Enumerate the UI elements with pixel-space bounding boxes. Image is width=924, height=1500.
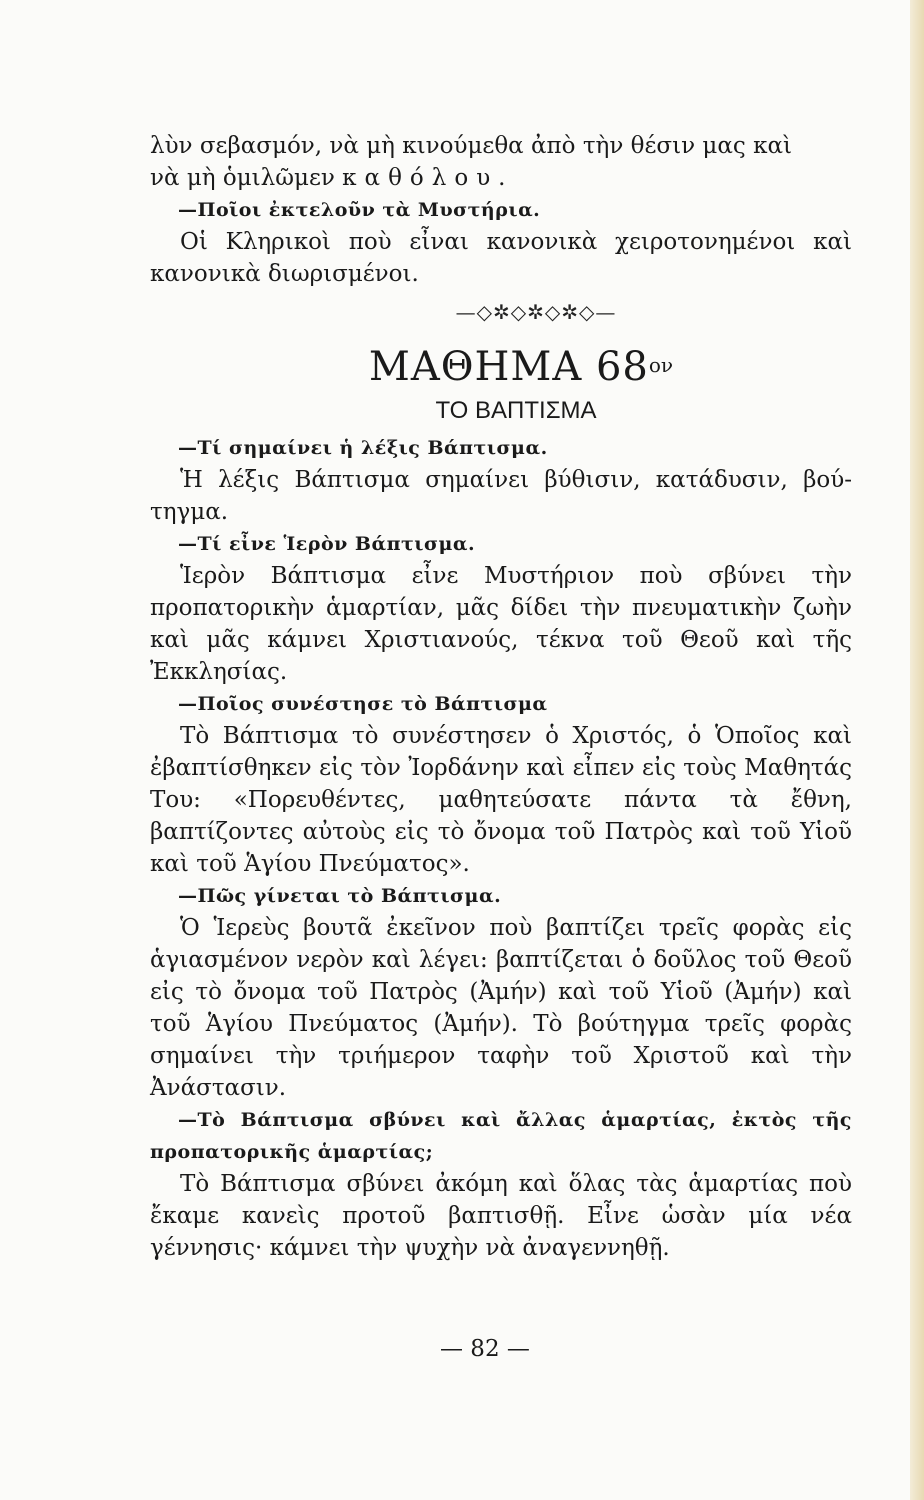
lesson-title [190, 340, 852, 392]
lesson-subtitle: ΤΟ ΒΑΠΤΙΣΜΑ [435, 397, 597, 424]
intro-line-2-prefix: νὰ μὴ ὁμιλῶμεν [150, 165, 343, 191]
question-1: —Τί σημαίνει ἡ λέξις Βάπτισμα. [178, 437, 548, 459]
question-4: —Πῶς γίνεται τὸ Βάπτισμα. [178, 885, 502, 907]
page-number: — 82 — [440, 1336, 530, 1362]
answer-1: Ἡ λέξις Βάπτισμα σημαίνει βύθισιν, κατάδυσιν, βού-τηγμα. [150, 467, 852, 525]
page-edge [910, 0, 924, 1500]
intro-line-1: λὺν σεβασμόν, νὰ μὴ κινούμεθα ἀπὸ τὴν θέσιν μας καὶ [150, 133, 792, 159]
question-2: —Τί εἶνε Ἱερὸν Βάπτισμα. [178, 533, 476, 555]
intro-line-2-spaced: καθόλου. [342, 165, 514, 191]
document-page [150, 130, 852, 1264]
question-3: —Ποῖος συνέστησε τὸ Βάπτισμα [178, 693, 548, 715]
lesson-title-text: ΜΑΘΗΜΑ 68 [368, 344, 649, 390]
question-performers: —Ποῖοι ἐκτελοῦν τὰ Μυστήρια. [178, 199, 541, 221]
lesson-title-sup: ον [648, 353, 674, 377]
answer-2: Ἱερὸν Βάπτισμα εἶνε Μυστήριον ποὺ σβύνει τὴν προπατορικὴν ἁμαρτίαν, μᾶς δίδει τὴν πνευματικὴν ζωὴν καὶ μᾶς κάμνει Χριστιανούς, τέκνα τοῦ Θεοῦ καὶ τῆς Ἐκκλησίας. [150, 563, 852, 685]
answer-5: Τὸ Βάπτισμα σβύνει ἀκόμη καὶ ὅλας τὰς ἁμαρτίας ποὺ ἔκαμε κανεὶς προτοῦ βαπτισθῇ. Εἶνε ὡσὰν μία νέα γέννησις· κάμνει τὴν ψυχὴν νὰ ἀναγεννηθῇ. [150, 1171, 852, 1261]
answer-4: Ὁ Ἱερεὺς βουτᾶ ἐκεῖνον ποὺ βαπτίζει τρεῖς φορὰς εἰς ἁγιασμένον νερὸν καὶ λέγει: βαπτίζεται ὁ δοῦλος τοῦ Θεοῦ εἰς τὸ ὄνομα τοῦ Πατρὸς (Ἀμήν) καὶ τοῦ Υἱοῦ (Ἀμήν) καὶ τοῦ Ἁγίου Πνεύματος (Ἀμήν). Τὸ βούτηγμα τρεῖς φορὰς σημαίνει τὴν τριήμερον ταφὴν τοῦ Χριστοῦ καὶ τὴν Ἀνάστασιν. [150, 915, 852, 1101]
question-5: —Τὸ Βάπτισμα σβύνει καὶ ἄλλας ἁμαρτίας, ἐκτὸς τῆς προπατορικῆς ἁμαρτίας; [150, 1109, 852, 1163]
answer-3: Τὸ Βάπτισμα τὸ συνέστησεν ὁ Χριστός, ὁ Ὁποῖος καὶ ἐβαπτίσθηκεν εἰς τὸν Ἰορδάνην καὶ εἶπεν εἰς τοὺς Μαθητάς Του: «Πορευθέντες, μαθητεύσατε πάντα τὰ ἔθνη, βαπτίζοντες αὐτοὺς εἰς τὸ ὄνομα τοῦ Πατρὸς καὶ τοῦ Υἱοῦ καὶ τοῦ Ἁγίου Πνεύματος». [150, 723, 852, 877]
answer-performers: Οἱ Κληρικοὶ ποὺ εἶναι κανονικὰ χειροτονημένοι καὶ κανονικὰ διωρισμένοι. [150, 229, 852, 287]
ornament-divider: —◇✲◇✲◇✲◇— [455, 300, 617, 324]
intro-line-2 [150, 162, 852, 194]
